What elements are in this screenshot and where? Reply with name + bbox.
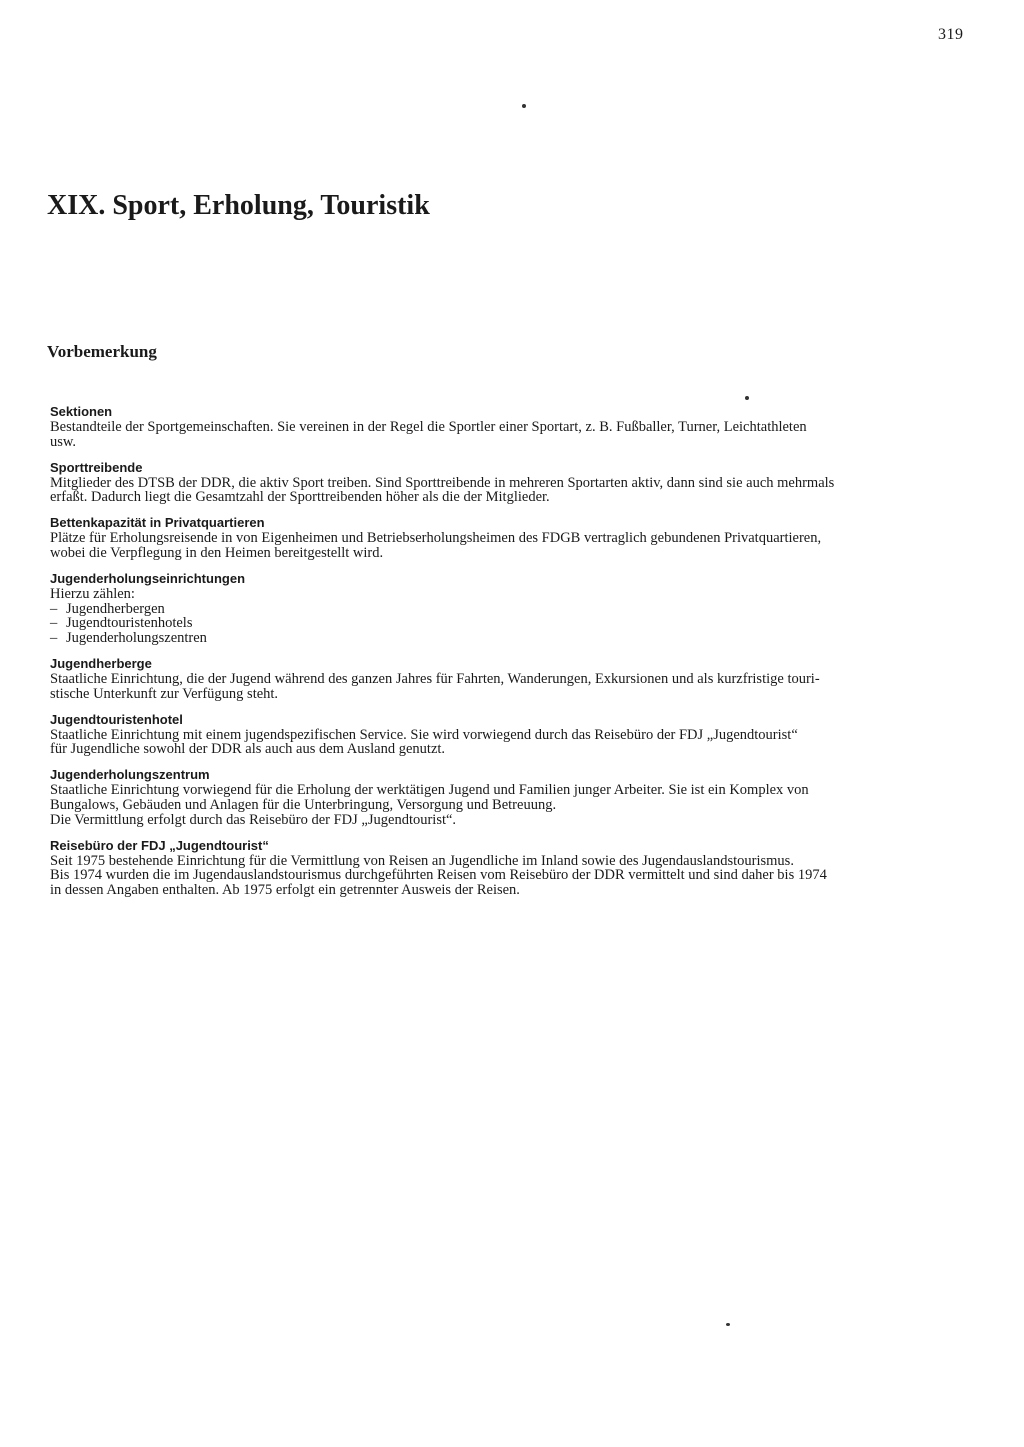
definition-text-line: wobei die Verpflegung in den Heimen bereitgestellt wird. (50, 544, 384, 561)
definition-term: Sektionen (50, 404, 113, 419)
definition-text-line: Staatliche Einrichtung mit einem jugendspezifischen Service. Sie wird vorwiegend durch das Reisebüro der FDJ „Jugendtourist“ (50, 726, 798, 743)
definition-entry (50, 515, 980, 561)
chapter-title: XIX. Sport, Erholung, Touristik (47, 190, 430, 221)
dash-bullet-icon: – (50, 600, 58, 617)
definitions-list (50, 404, 980, 908)
definition-text-line: in dessen Angaben enthalten. Ab 1975 erfolgt ein getrennter Ausweis der Reisen. (50, 882, 520, 899)
definition-text-line: Mitglieder des DTSB der DDR, die aktiv Sport treiben. Sind Sporttreibende in mehreren Sportarten aktiv, dann sind sie auch mehrmals (50, 474, 835, 491)
definition-entry (50, 767, 980, 827)
list-item: – Jugendtouristenhotels (50, 615, 193, 632)
definition-text-line: Seit 1975 bestehende Einrichtung für die Vermittlung von Reisen an Jugendliche im Inland sowie des Jugendauslandstourismus. (50, 852, 794, 869)
dash-bullet-icon: – (50, 630, 58, 647)
page-number: 319 (938, 26, 964, 43)
definition-text-line: Plätze für Erholungsreisende in von Eigenheimen und Betriebserholungsheimen des FDGB vertraglich gebundenen Privatquartieren, (50, 530, 822, 547)
definition-text-line: usw. (50, 433, 77, 450)
definition-text-line: Die Vermittlung erfolgt durch das Reisebüro der FDJ „Jugendtourist“. (50, 811, 457, 828)
definition-text-line: Staatliche Einrichtung, die der Jugend während des ganzen Jahres für Fahrten, Wanderungen, Exkursionen und als kurzfristige touri- (50, 670, 820, 687)
preface-heading: Vorbemerkung (47, 342, 157, 361)
definition-term: Jugendherberge (50, 655, 152, 671)
definition-entry (50, 656, 980, 702)
definition-text-line: Bungalows, Gebäuden und Anlagen für die Unterbringung, Versorgung und Betreuung. (50, 796, 557, 813)
definition-entry (50, 460, 980, 506)
definition-text-line: stische Unterkunft zur Verfügung steht. (50, 685, 279, 702)
scan-speck (726, 1323, 730, 1326)
definition-term: Jugendtouristenhotel (50, 711, 183, 727)
definition-term: Sporttreibende (50, 459, 143, 475)
definition-term: Reisebüro der FDJ „Jugendtourist“ (50, 837, 269, 853)
definition-text-line: Bestandteile der Sportgemeinschaften. Sie vereinen in der Regel die Sportler einer Sportart, z. B. Fußballer, Turner, Leichtathleten (50, 419, 807, 435)
list-item: – Jugenderholungszentren (50, 630, 207, 647)
scan-speck (745, 396, 749, 400)
definition-text-line: Staatliche Einrichtung vorwiegend für die Erholung der werktätigen Jugend und Familien junger Arbeiter. Sie ist ein Komplex von (50, 782, 809, 799)
definition-term: Bettenkapazität in Privatquartieren (50, 515, 265, 531)
definition-entry (50, 838, 980, 898)
definition-entry (50, 571, 980, 646)
definition-entry (50, 404, 980, 450)
definition-term: Jugenderholungseinrichtungen (50, 570, 246, 586)
definition-text-line: erfaßt. Dadurch liegt die Gesamtzahl der Sporttreibenden höher als die der Mitglieder. (50, 489, 550, 506)
definition-text-line: für Jugendliche sowohl der DDR als auch aus dem Ausland genutzt. (50, 741, 446, 758)
list-item: – Jugendherbergen (50, 600, 165, 617)
definition-entry (50, 712, 980, 758)
scan-speck (522, 104, 526, 108)
definition-text-line: Bis 1974 wurden die im Jugendauslandstourismus durchgeführten Reisen vom Reisebüro der DDR vermittelt und sind daher bis 1974 (50, 867, 827, 884)
dash-bullet-icon: – (50, 615, 58, 632)
definition-text-line: Hierzu zählen: (50, 585, 135, 602)
definition-term: Jugenderholungszentrum (50, 767, 210, 783)
